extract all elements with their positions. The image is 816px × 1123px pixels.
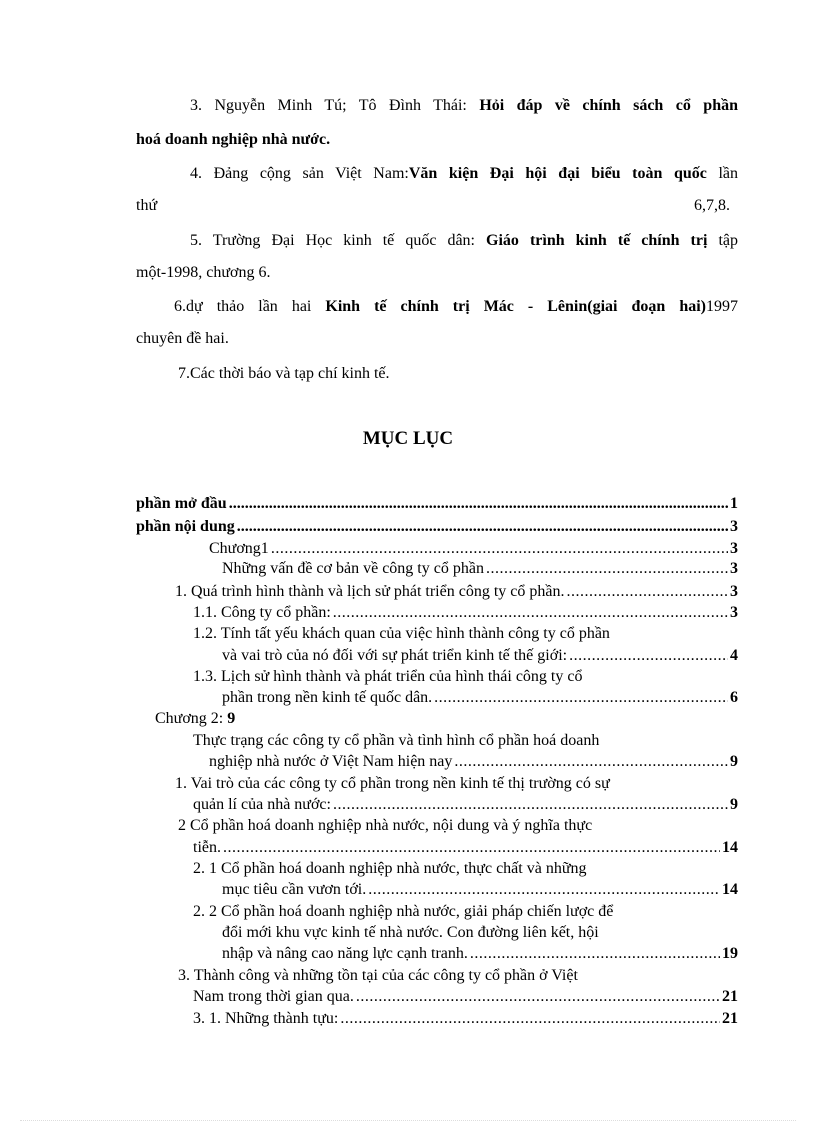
toc-entry-line[interactable]: 3. Thành công và những tồn tại của các công ty cổ phần ở Việt bbox=[178, 967, 578, 984]
page-bottom-divider bbox=[20, 1120, 796, 1121]
toc-entry-line[interactable]: 2. 1 Cổ phần hoá doanh nghiệp nhà nước, thực chất và những bbox=[193, 860, 587, 877]
toc-entry[interactable]: quản lí của nhà nước: ..... 9 bbox=[193, 795, 738, 815]
toc-entry-line[interactable]: 1. Vai trò của các công ty cổ phần trong nền kinh tế thị trường có sự bbox=[175, 775, 610, 792]
toc-title: MỤC LỤC bbox=[362, 428, 454, 449]
reference-5-cont: một-1998, chương 6. bbox=[136, 264, 271, 281]
reference-4-cont-b: 6,7,8. bbox=[694, 197, 730, 214]
toc-entry-line[interactable]: đổi mới khu vực kinh tế nhà nước. Con đường liên kết, hội bbox=[222, 924, 599, 941]
toc-entry[interactable]: 1.1. Công ty cổ phần: ..... 3 bbox=[193, 603, 738, 623]
toc-entry[interactable]: nghiệp nhà nước ở Việt Nam hiện nay ..... 9 bbox=[209, 752, 738, 772]
toc-entry[interactable]: 3. 1. Những thành tựu: ..... 21 bbox=[193, 1009, 738, 1029]
reference-6: 6.dự thảo lần hai Kinh tế chính trị Mác - Lênin(giai đoạn hai)1997 bbox=[174, 298, 739, 315]
toc-entry[interactable]: Nam trong thời gian qua. ..... 21 bbox=[193, 987, 738, 1007]
reference-4: 4. Đảng cộng sản Việt Nam:Văn kiện Đại hội đại biểu toàn quốc lần bbox=[190, 165, 739, 182]
toc-entry-line[interactable]: 2 Cổ phần hoá doanh nghiệp nhà nước, nội dung và ý nghĩa thực bbox=[178, 817, 593, 834]
toc-entry[interactable]: mục tiêu cần vươn tới. ..... 14 bbox=[222, 880, 738, 900]
reference-6-cont: chuyên đề hai. bbox=[136, 330, 229, 347]
toc-entry-line[interactable]: 2. 2 Cổ phần hoá doanh nghiệp nhà nước, giải pháp chiến lược để bbox=[193, 903, 614, 920]
toc-entry[interactable]: 1. Quá trình hình thành và lịch sử phát triển công ty cổ phần. ..... 3 bbox=[175, 582, 738, 602]
toc-entry[interactable]: tiễn. ..... 14 bbox=[193, 838, 738, 858]
toc-entry-line[interactable]: Thực trạng các công ty cổ phần và tình hình cổ phần hoá doanh bbox=[193, 732, 600, 749]
toc-entry-line[interactable]: 1.2. Tính tất yếu khách quan của việc hình thành công ty cổ phần bbox=[193, 625, 610, 642]
toc-entry[interactable]: phần trong nền kinh tế quốc dân. ..... 6 bbox=[222, 688, 738, 708]
toc-entry[interactable]: nhập và nâng cao năng lực cạnh tranh. ..... 19 bbox=[222, 944, 738, 964]
toc-entry[interactable]: Chương1 ..... 3 bbox=[209, 539, 738, 559]
toc-entry[interactable]: Những vấn đề cơ bản về công ty cổ phần ..... 3 bbox=[222, 559, 738, 579]
toc-entry[interactable]: phần nội dung ..... 3 bbox=[136, 517, 738, 537]
toc-entry-chapter2[interactable]: Chương 2: 9 bbox=[155, 710, 236, 727]
reference-7: 7.Các thời báo và tạp chí kinh tế. bbox=[178, 365, 390, 382]
reference-3: 3. Nguyễn Minh Tú; Tô Đình Thái: Hỏi đáp về chính sách cổ phần bbox=[190, 97, 739, 114]
toc-entry-line[interactable]: 1.3. Lịch sử hình thành và phát triển của hình thái công ty cổ bbox=[193, 668, 583, 685]
reference-4-cont-a: thứ bbox=[136, 197, 158, 214]
toc-entry[interactable]: phần mở đầu ..... 1 bbox=[136, 494, 738, 514]
reference-5: 5. Trường Đại Học kinh tế quốc dân: Giáo trình kinh tế chính trị tập bbox=[190, 232, 739, 249]
reference-3-cont: hoá doanh nghiệp nhà nước. bbox=[136, 131, 331, 148]
toc-entry[interactable]: và vai trò của nó đối với sự phát triển kinh tế thế giới: ..... 4 bbox=[222, 646, 738, 666]
